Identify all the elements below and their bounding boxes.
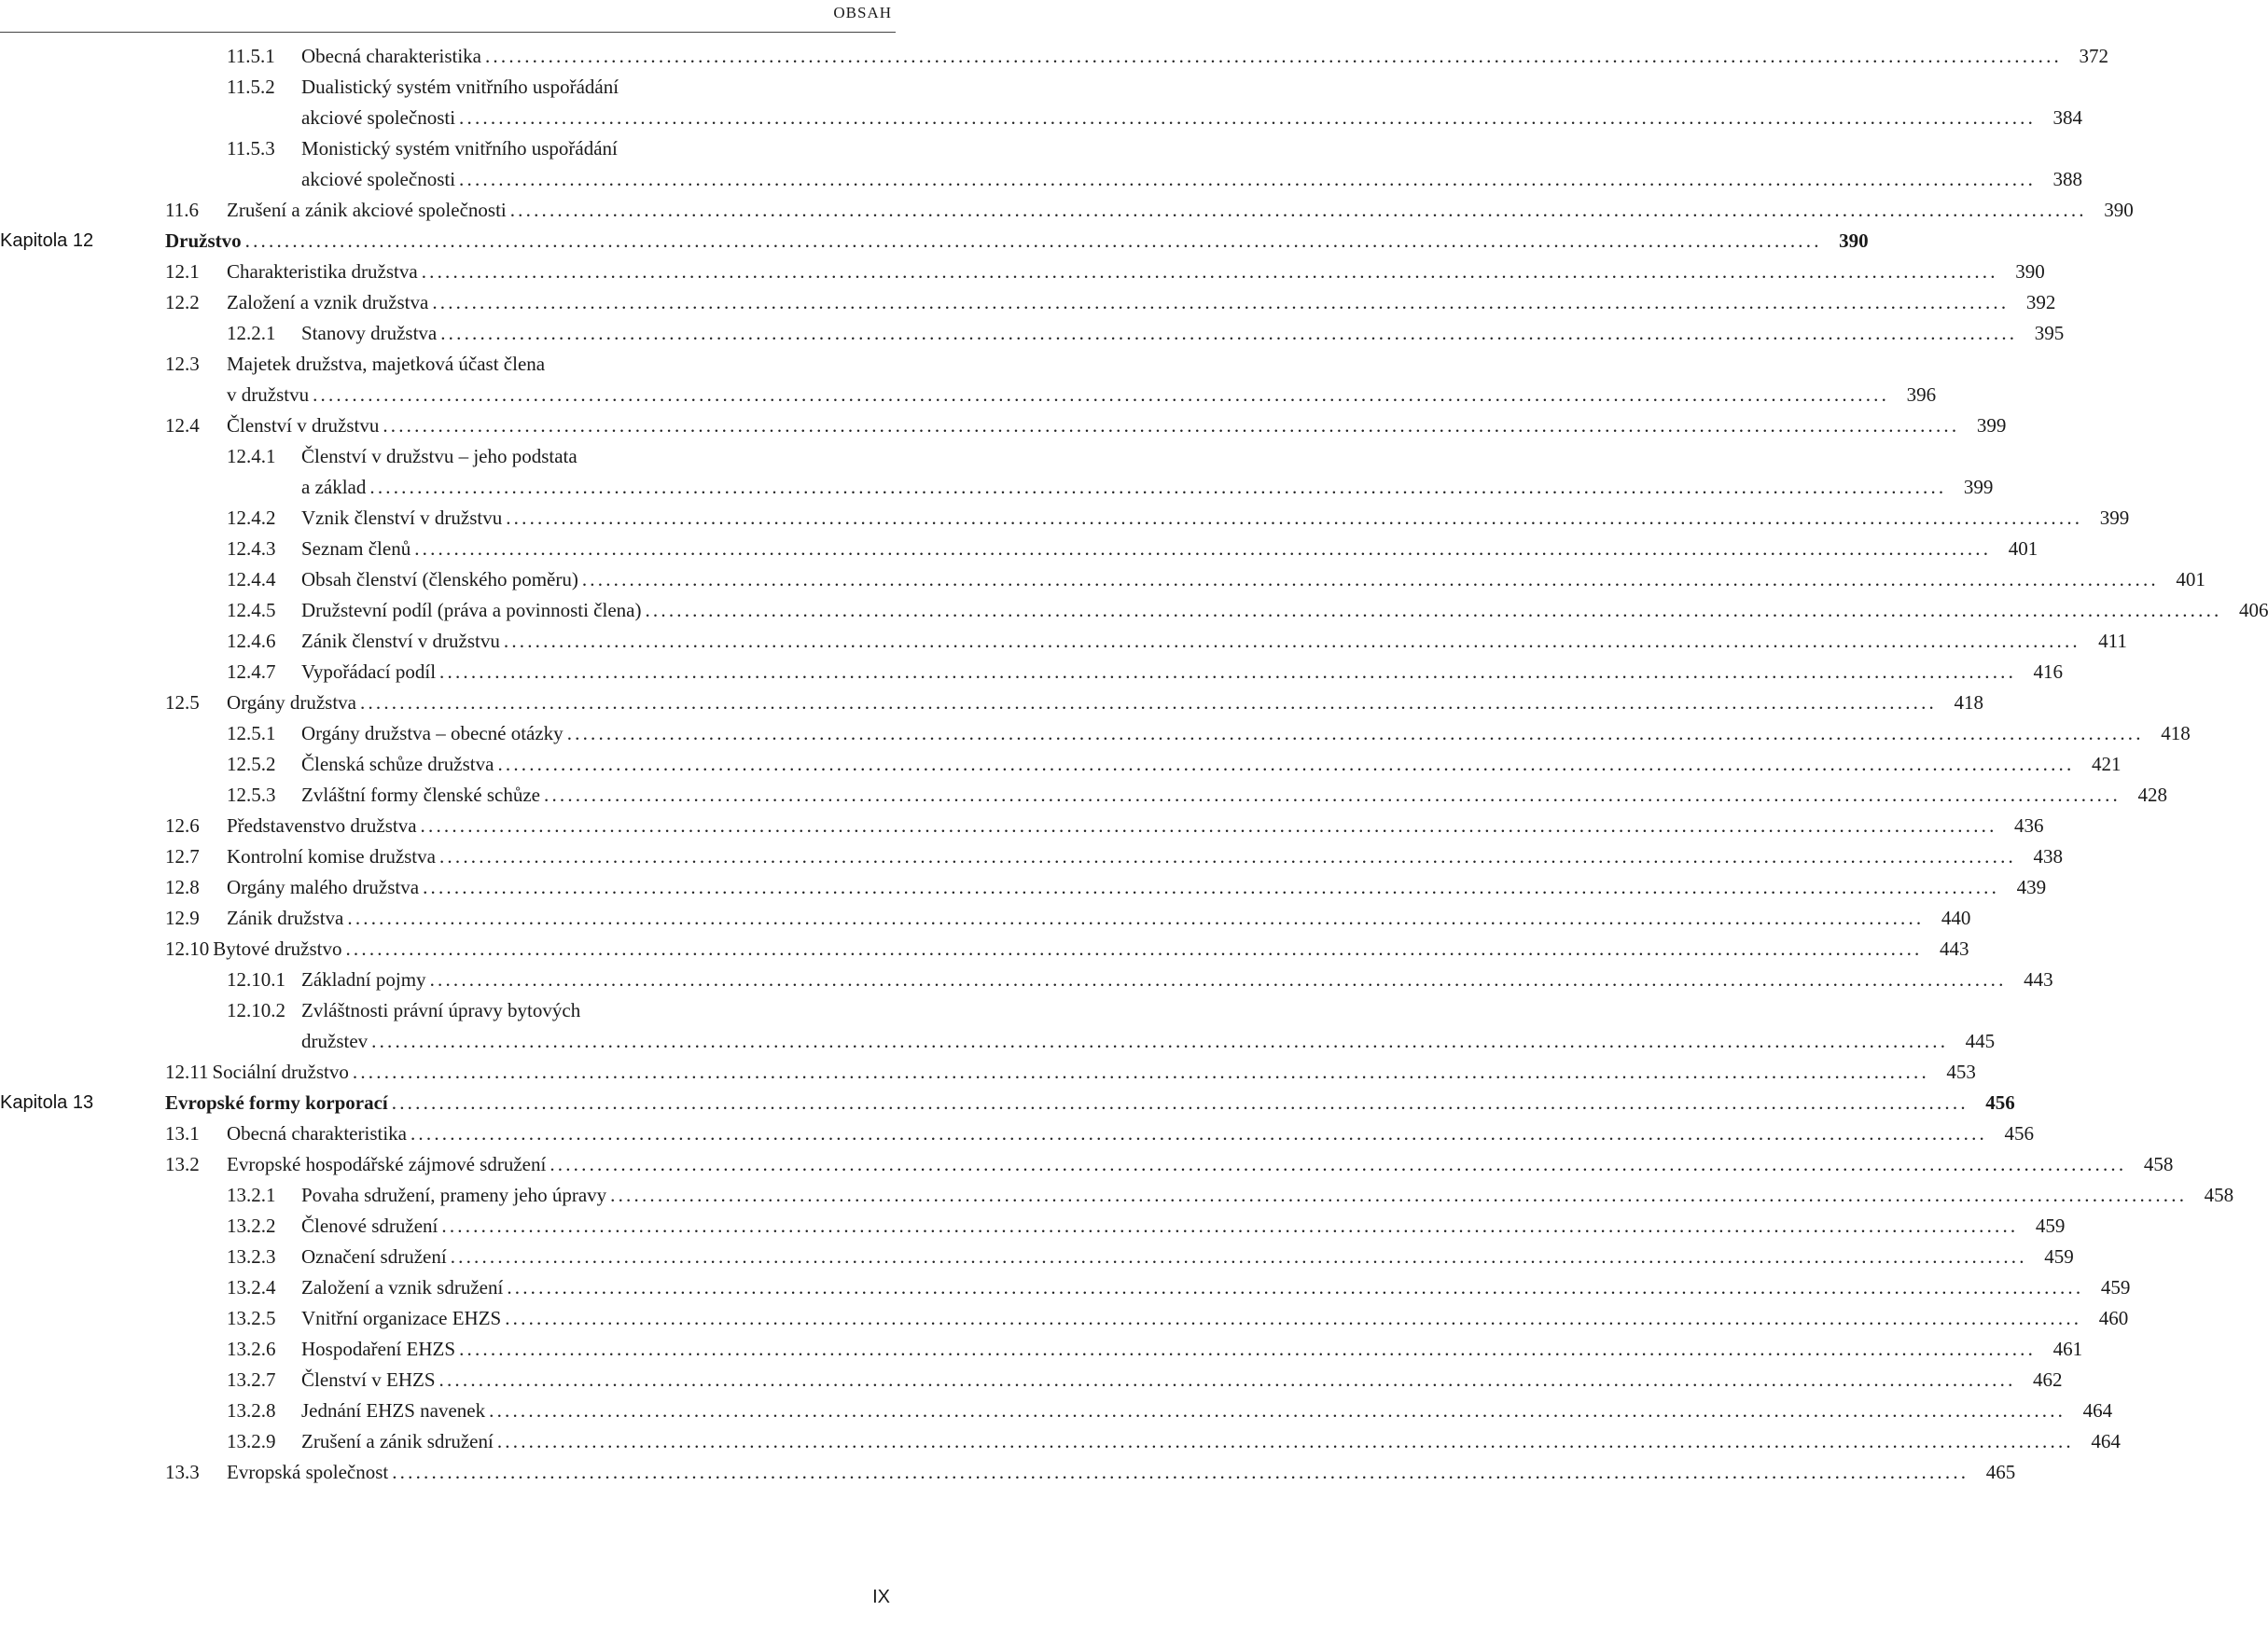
- page-ref: 418: [2161, 722, 2191, 744]
- page-ref: 459: [2044, 1245, 2074, 1268]
- toc-entry[interactable]: [0, 195, 2134, 226]
- dot-leader: ........................................................................................................................................................................................................: [610, 1184, 2188, 1206]
- page-ref: 461: [2052, 1338, 2083, 1360]
- section-number: 12.4.7: [227, 660, 276, 683]
- dot-leader: ........................................................................................................................................................................................................: [438, 845, 2016, 868]
- toc-entry[interactable]: [0, 903, 1971, 934]
- page-ref: 421: [2091, 753, 2122, 775]
- page-ref: 462: [2033, 1368, 2063, 1391]
- dot-leader: ........................................................................................................................................................................................................: [581, 568, 2159, 590]
- dot-leader: ........................................................................................................................................................................................................: [509, 199, 2087, 221]
- entry-title: Majetek družstva, majetková účast člena: [227, 353, 546, 375]
- entry-title: Evropská společnost: [227, 1461, 389, 1483]
- page-ref: 390: [2104, 199, 2134, 221]
- dot-leader: ........................................................................................................................................................................................................: [420, 814, 1997, 837]
- toc-entry[interactable]: [0, 1457, 2016, 1488]
- entry-title: Orgány družstva: [227, 691, 356, 714]
- entry-title: Kontrolní komise družstva: [227, 845, 436, 868]
- section-number: 11.6: [165, 199, 199, 221]
- section-number: 13.2.5: [227, 1307, 276, 1329]
- toc-entry[interactable]: [0, 41, 2108, 72]
- entry-title: Zrušení a zánik akciové společnosti: [227, 199, 507, 221]
- section-number: 12.5.3: [227, 784, 276, 806]
- page-ref: 453: [1946, 1061, 1976, 1083]
- dot-leader: ........................................................................................................................................................................................................: [360, 691, 1937, 714]
- page-number: IX: [872, 1587, 890, 1607]
- section-number: 12.11: [165, 1061, 209, 1083]
- entry-title: akciové společnosti: [301, 106, 456, 129]
- entry-title: Zvláštní formy členské schůze: [301, 784, 540, 806]
- page-ref: 428: [2137, 784, 2167, 806]
- toc-entry[interactable]: [0, 1242, 2074, 1272]
- section-number: 12.4: [165, 414, 200, 437]
- page-ref: 390: [2015, 260, 2045, 283]
- entry-title: Družstevní podíl (práva a povinnosti člena): [301, 599, 642, 621]
- section-number: 12.3: [165, 353, 200, 375]
- dot-leader: ........................................................................................................................................................................................................: [429, 968, 2007, 991]
- dot-leader: ........................................................................................................................................................................................................: [391, 1091, 1969, 1114]
- entry-title: Členství v družstvu – jeho podstata: [301, 445, 577, 467]
- dot-leader: ........................................................................................................................................................................................................: [450, 1245, 2027, 1268]
- page-ref: 464: [2082, 1399, 2113, 1422]
- page-ref: 456: [1985, 1091, 2015, 1114]
- dot-leader: ........................................................................................................................................................................................................: [506, 507, 2083, 529]
- dot-leader: ........................................................................................................................................................................................................: [489, 1399, 2066, 1422]
- dot-leader: ........................................................................................................................................................................................................: [484, 45, 2062, 67]
- dot-leader: ........................................................................................................................................................................................................: [347, 907, 1925, 929]
- entry-title: a základ: [301, 476, 367, 498]
- dot-leader: ........................................................................................................................................................................................................: [383, 414, 1960, 437]
- page-ref: 392: [2025, 291, 2056, 313]
- dot-leader: ........................................................................................................................................................................................................: [459, 1338, 2037, 1360]
- page-ref: 390: [1839, 229, 1869, 252]
- page-ref: 399: [2099, 507, 2130, 529]
- page-ref: 464: [2091, 1430, 2121, 1452]
- page-ref: 395: [2034, 322, 2065, 344]
- entry-title: Bytové družstvo: [213, 938, 342, 960]
- section-number: 13.2.4: [227, 1276, 276, 1299]
- entry-title: Vznik členství v družstvu: [301, 507, 503, 529]
- toc-entry[interactable]: [0, 595, 2268, 626]
- dot-leader: ........................................................................................................................................................................................................: [392, 1461, 1969, 1483]
- entry-title: Zánik členství v družstvu: [301, 630, 500, 652]
- page-ref: 440: [1941, 907, 1971, 929]
- entry-title: Charakteristika družstva: [227, 260, 418, 283]
- dot-leader: ........................................................................................................................................................................................................: [441, 1215, 2019, 1237]
- page-ref: 406: [2238, 599, 2268, 621]
- entry-title: Základní pojmy: [301, 968, 426, 991]
- toc-entry[interactable]: [0, 626, 2127, 657]
- section-number: 12.10: [165, 938, 210, 960]
- entry-title: Zrušení a zánik sdružení: [301, 1430, 494, 1452]
- entry-title: Členství v družstvu: [227, 414, 380, 437]
- page-ref: 416: [2033, 660, 2064, 683]
- page-ref: 456: [2004, 1122, 2034, 1145]
- entry-title: Obsah členství (členského poměru): [301, 568, 578, 590]
- entry-title: Založení a vznik družstva: [227, 291, 429, 313]
- entry-title: Vypořádací podíl: [301, 660, 437, 683]
- toc-entry[interactable]: [0, 1088, 2015, 1118]
- page-ref: 436: [2014, 814, 2044, 837]
- toc-entry[interactable]: [0, 226, 1869, 257]
- section-number: 12.5.2: [227, 753, 276, 775]
- page-ref: 458: [2204, 1184, 2234, 1206]
- entry-title: Hospodaření EHZS: [301, 1338, 456, 1360]
- entry-title: Zvláštnosti právní úpravy bytových: [301, 999, 581, 1021]
- toc-entry[interactable]: [0, 872, 2047, 903]
- section-number: 13.2: [165, 1153, 200, 1175]
- entry-title: Monistický systém vnitřního uspořádání: [301, 137, 618, 160]
- entry-title: akciové společnosti: [301, 168, 456, 190]
- section-number: 12.4.4: [227, 568, 276, 590]
- toc-entry[interactable]: [0, 688, 1983, 718]
- section-number: 13.2.8: [227, 1399, 276, 1422]
- dot-leader: ........................................................................................................................................................................................................: [440, 322, 2018, 344]
- running-header: [0, 0, 896, 33]
- toc-entry[interactable]: [0, 1272, 2131, 1303]
- section-number: 12.10.1: [227, 968, 285, 991]
- chapter-label: Kapitola 12: [0, 230, 94, 251]
- page-ref: 459: [2100, 1276, 2131, 1299]
- dot-leader: ........................................................................................................................................................................................................: [371, 1030, 1949, 1052]
- toc-entry[interactable]: [0, 841, 2063, 872]
- toc-entry[interactable]: [0, 965, 2053, 995]
- toc-entry[interactable]: [0, 1396, 2113, 1426]
- section-number: 11.5.1: [227, 45, 275, 67]
- entry-title: Členství v EHZS: [301, 1368, 436, 1391]
- entry-title: Orgány malého družstva: [227, 876, 420, 898]
- dot-leader: ........................................................................................................................................................................................................: [550, 1153, 2127, 1175]
- section-number: 12.4.6: [227, 630, 276, 652]
- page-ref: 384: [2052, 106, 2083, 129]
- page-ref: 399: [1976, 414, 2007, 437]
- section-number: 13.2.7: [227, 1368, 276, 1391]
- section-number: 13.2.3: [227, 1245, 276, 1268]
- toc-entry[interactable]: [0, 1426, 2121, 1457]
- table-of-contents: [0, 41, 2268, 1488]
- dot-leader: ........................................................................................................................................................................................................: [439, 660, 2017, 683]
- dot-leader: ........................................................................................................................................................................................................: [352, 1061, 1929, 1083]
- dot-leader: ........................................................................................................................................................................................................: [459, 106, 2037, 129]
- page-ref: 396: [1906, 383, 1937, 406]
- toc-entry[interactable]: [0, 441, 1994, 503]
- entry-title: Představenstvo družstva: [227, 814, 417, 837]
- dot-leader: ........................................................................................................................................................................................................: [645, 599, 2222, 621]
- dot-leader: ........................................................................................................................................................................................................: [497, 753, 2075, 775]
- entry-title: Založení a vznik sdružení: [301, 1276, 504, 1299]
- section-number: 12.2.1: [227, 322, 276, 344]
- entry-title: Povaha sdružení, prameny jeho úpravy: [301, 1184, 607, 1206]
- toc-entry[interactable]: [0, 349, 1937, 410]
- section-number: 13.2.1: [227, 1184, 276, 1206]
- section-number: 13.2.6: [227, 1338, 276, 1360]
- dot-leader: ........................................................................................................................................................................................................: [421, 260, 1998, 283]
- entry-title: Dualistický systém vnitřního uspořádání: [301, 76, 619, 98]
- toc-entry[interactable]: [0, 1303, 2129, 1334]
- entry-title: Evropské hospodářské zájmové sdružení: [227, 1153, 547, 1175]
- section-number: 13.3: [165, 1461, 200, 1483]
- section-number: 12.2: [165, 291, 200, 313]
- toc-entry[interactable]: [0, 534, 2038, 564]
- section-number: 12.5: [165, 691, 200, 714]
- toc-entry[interactable]: [0, 1180, 2234, 1211]
- section-number: 12.9: [165, 907, 200, 929]
- entry-title: Jednání EHZS navenek: [301, 1399, 486, 1422]
- section-number: 12.6: [165, 814, 200, 837]
- dot-leader: ........................................................................................................................................................................................................: [505, 1307, 2082, 1329]
- section-number: 13.2.9: [227, 1430, 276, 1452]
- page-ref: 401: [2008, 537, 2038, 560]
- section-number: 12.1: [165, 260, 200, 283]
- entry-title: Obecná charakteristika: [227, 1122, 407, 1145]
- page-ref: 465: [1985, 1461, 2016, 1483]
- dot-leader: ........................................................................................................................................................................................................: [369, 476, 1947, 498]
- toc-entry[interactable]: [0, 503, 2130, 534]
- page-ref: 411: [2098, 630, 2127, 652]
- toc-entry[interactable]: [0, 287, 2056, 318]
- entry-title: Zánik družstva: [227, 907, 344, 929]
- dot-leader: ........................................................................................................................................................................................................: [313, 383, 1890, 406]
- dot-leader: ........................................................................................................................................................................................................: [496, 1430, 2074, 1452]
- dot-leader: ........................................................................................................................................................................................................: [507, 1276, 2084, 1299]
- section-number: 12.10.2: [227, 999, 285, 1021]
- page-ref: 372: [2079, 45, 2108, 67]
- toc-entry[interactable]: [0, 1211, 2066, 1242]
- section-number: 12.5.1: [227, 722, 276, 744]
- dot-leader: ........................................................................................................................................................................................................: [423, 876, 2000, 898]
- toc-entry[interactable]: [0, 410, 2007, 441]
- section-number: 12.8: [165, 876, 200, 898]
- page-ref: 388: [2052, 168, 2083, 190]
- entry-title: Evropské formy korporací: [165, 1091, 388, 1114]
- toc-entry[interactable]: [0, 718, 2191, 749]
- toc-entry[interactable]: [0, 657, 2064, 688]
- toc-entry[interactable]: [0, 133, 2083, 195]
- toc-entry[interactable]: [0, 1057, 1976, 1088]
- entry-title: Sociální družstvo: [212, 1061, 349, 1083]
- section-number: 12.4.5: [227, 599, 276, 621]
- page-ref: 460: [2098, 1307, 2129, 1329]
- page-ref: 401: [2176, 568, 2205, 590]
- entry-title: v družstvu: [227, 383, 310, 406]
- section-number: 12.7: [165, 845, 200, 868]
- dot-leader: ........................................................................................................................................................................................................: [345, 938, 1923, 960]
- toc-entry[interactable]: [0, 1118, 2034, 1149]
- toc-entry[interactable]: [0, 72, 2083, 133]
- page-ref: 399: [1963, 476, 1994, 498]
- dot-leader: ........................................................................................................................................................................................................: [244, 229, 1822, 252]
- page-ref: 438: [2033, 845, 2063, 868]
- entry-title: Družstvo: [165, 229, 242, 252]
- entry-title: Obecná charakteristika: [301, 45, 481, 67]
- dot-leader: ........................................................................................................................................................................................................: [459, 168, 2037, 190]
- entry-title: Označení sdružení: [301, 1245, 447, 1268]
- page-ref: 443: [1939, 938, 1969, 960]
- section-number: 13.1: [165, 1122, 200, 1145]
- toc-entry[interactable]: [0, 1334, 2083, 1365]
- toc-entry[interactable]: [0, 1365, 2063, 1396]
- dot-leader: ........................................................................................................................................................................................................: [432, 291, 2010, 313]
- section-number: 13.2.2: [227, 1215, 276, 1237]
- toc-entry[interactable]: [0, 318, 2065, 349]
- dot-leader: ........................................................................................................................................................................................................: [438, 1368, 2016, 1391]
- toc-entry[interactable]: [0, 780, 2167, 811]
- section-number: 11.5.2: [227, 76, 275, 98]
- dot-leader: ........................................................................................................................................................................................................: [566, 722, 2144, 744]
- page-ref: 445: [1965, 1030, 1996, 1052]
- dot-leader: ........................................................................................................................................................................................................: [410, 1122, 1987, 1145]
- page-ref: 418: [1954, 691, 1983, 714]
- entry-title: Stanovy družstva: [301, 322, 438, 344]
- chapter-label: Kapitola 13: [0, 1092, 94, 1113]
- dot-leader: ........................................................................................................................................................................................................: [544, 784, 2121, 806]
- dot-leader: ........................................................................................................................................................................................................: [414, 537, 1992, 560]
- entry-title: Orgány družstva – obecné otázky: [301, 722, 564, 744]
- section-number: 12.4.2: [227, 507, 276, 529]
- section-number: 12.4.3: [227, 537, 276, 560]
- toc-entry[interactable]: [0, 995, 1996, 1057]
- page-ref: 439: [2016, 876, 2047, 898]
- section-number: 11.5.3: [227, 137, 275, 160]
- toc-entry[interactable]: [0, 257, 2045, 287]
- toc-entry[interactable]: [0, 934, 1969, 965]
- page-ref: 459: [2035, 1215, 2066, 1237]
- section-number: 12.4.1: [227, 445, 276, 467]
- entry-title: Seznam členů: [301, 537, 411, 560]
- dot-leader: ........................................................................................................................................................................................................: [503, 630, 2080, 652]
- page-ref: 458: [2143, 1153, 2174, 1175]
- toc-entry[interactable]: [0, 1149, 2174, 1180]
- toc-entry[interactable]: [0, 564, 2205, 595]
- toc-entry[interactable]: [0, 811, 2044, 841]
- header-label: OBSAH: [833, 4, 892, 21]
- entry-title: Členská schůze družstva: [301, 753, 494, 775]
- entry-title: Členové sdružení: [301, 1215, 438, 1237]
- toc-entry[interactable]: [0, 749, 2122, 780]
- entry-title: Vnitřní organizace EHZS: [301, 1307, 502, 1329]
- page-ref: 443: [2024, 968, 2053, 991]
- entry-title: družstev: [301, 1030, 369, 1052]
